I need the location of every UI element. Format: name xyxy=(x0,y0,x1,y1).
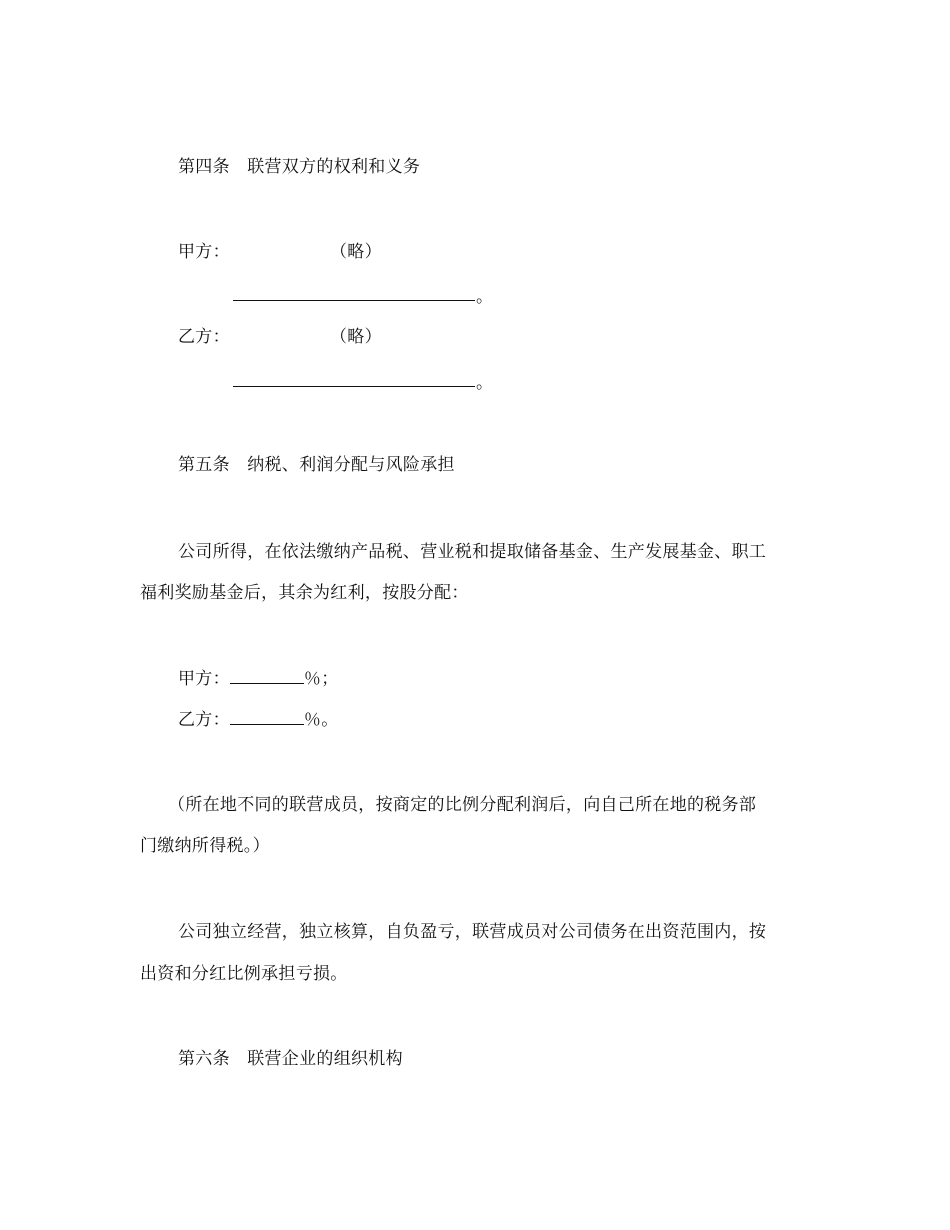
share-a-label: 甲方： xyxy=(178,669,230,689)
article5-heading: 第五条 纳税、利润分配与风险承担 xyxy=(178,455,455,475)
article6-heading: 第六条 联营企业的组织机构 xyxy=(178,1049,403,1069)
party-b-blank-line xyxy=(233,386,475,387)
share-b-suffix: ％。 xyxy=(303,710,339,730)
article5-para1-line2: 福利奖励基金后，其余为红利，按股分配： xyxy=(140,583,469,603)
article4-heading: 第四条 联营双方的权利和义务 xyxy=(178,157,421,177)
party-a-note: （略） xyxy=(330,242,382,262)
party-b-end: 。 xyxy=(476,373,494,393)
article5-para3-line2: 出资和分红比例承担亏损。 xyxy=(140,964,348,984)
party-b-label: 乙方： xyxy=(178,327,230,347)
share-b-label: 乙方： xyxy=(178,710,230,730)
article5-para2-line1: （所在地不同的联营成员，按商定的比例分配利润后，向自己所在地的税务部 xyxy=(168,795,757,815)
party-a-blank-line xyxy=(233,300,475,301)
article5-para3-line1: 公司独立经营，独立核算，自负盈亏，联营成员对公司债务在出资范围内，按 xyxy=(178,922,767,942)
party-b-note: （略） xyxy=(330,327,382,347)
article5-para1-line1: 公司所得，在依法缴纳产品税、营业税和提取储备基金、生产发展基金、职工 xyxy=(178,542,767,562)
article5-para2-line2: 门缴纳所得税。） xyxy=(140,836,270,856)
share-a-row xyxy=(178,666,339,691)
party-a-end: 。 xyxy=(476,287,494,307)
share-a-suffix: ％； xyxy=(303,669,339,689)
party-a-label: 甲方： xyxy=(178,242,230,262)
share-b-blank xyxy=(230,707,304,725)
share-a-blank xyxy=(230,666,304,684)
share-b-row xyxy=(178,707,339,732)
